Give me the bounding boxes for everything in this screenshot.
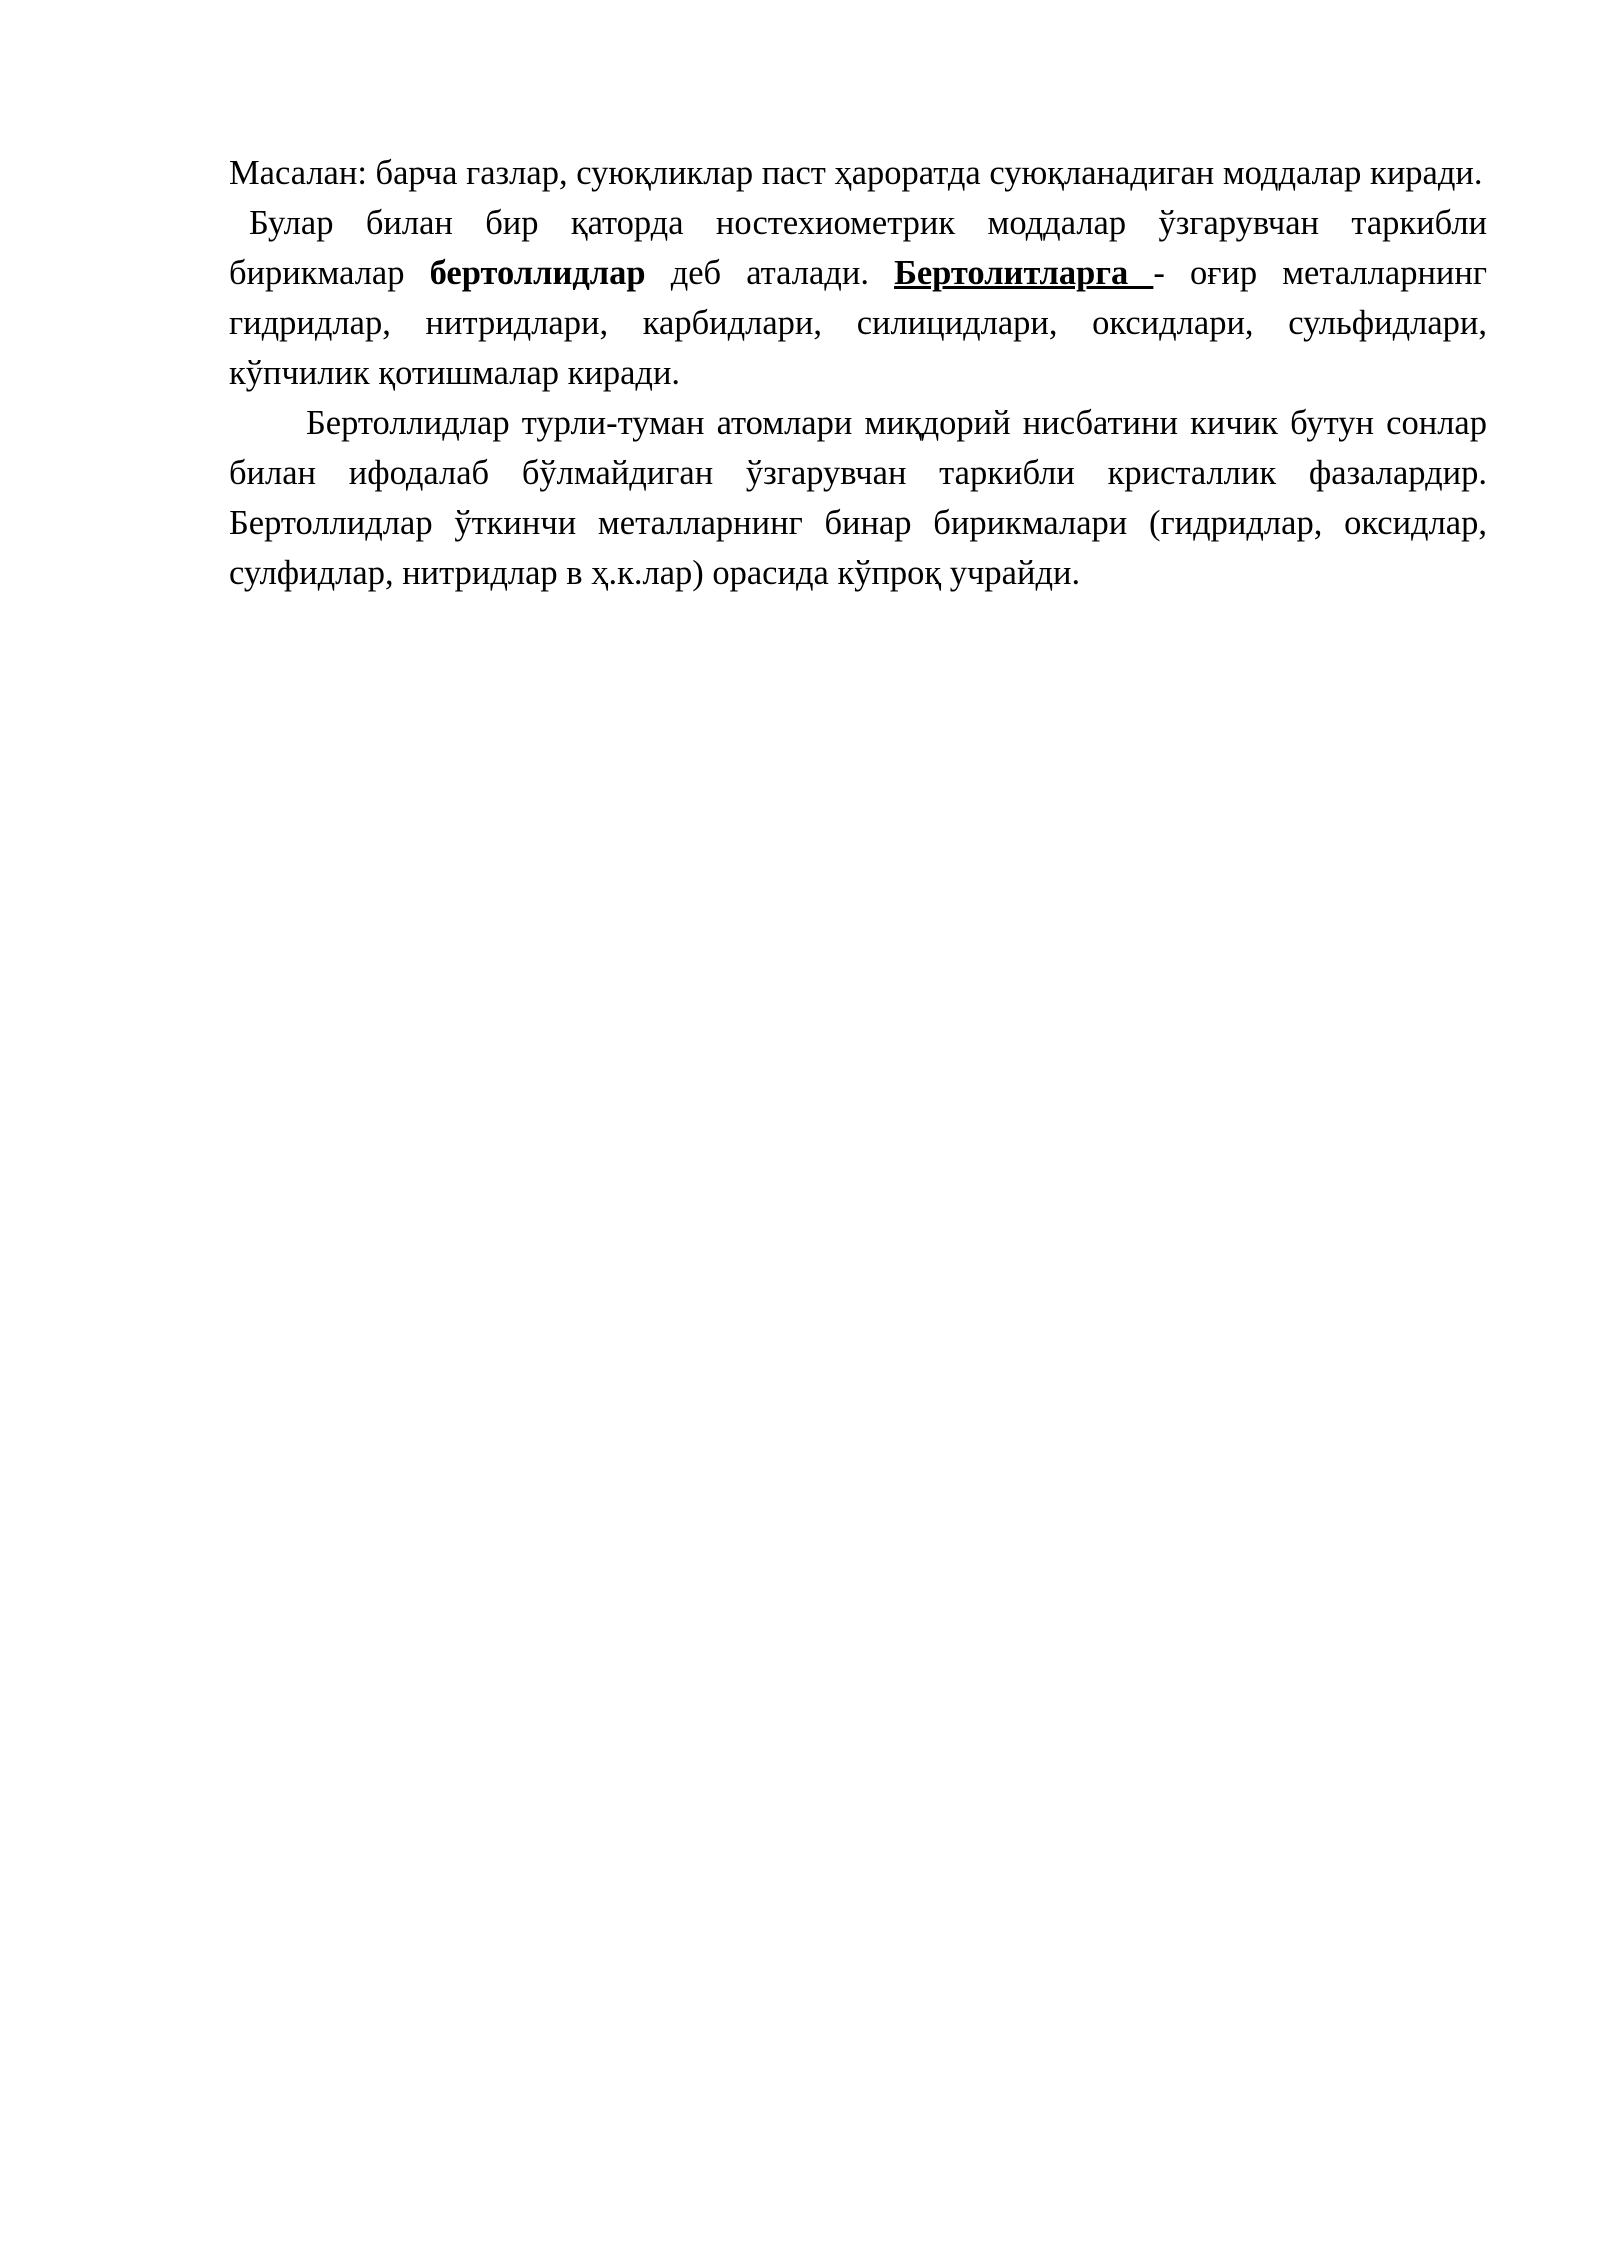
paragraph-1: Масалан: барча газлар, суюқликлар паст ҳароратда суюқланадиган моддалар киради. — [229, 154, 1483, 192]
paragraph-2-text-1: Булар билан бир қаторда ностехиометрик моддалар ўзгарувчан таркибли бирикмалар — [229, 204, 1487, 292]
paragraph-2 — [229, 198, 1487, 398]
term-bertolitlarga: Бертолитларга — [894, 254, 1154, 292]
term-bertollidlar: бертоллидлар — [429, 254, 646, 292]
paragraph-2-text-3: - оғир металларнинг гидридлар, нитридлари, карбидлари, силицидлари, оксидлари, сульфидлари, кўпчилик қотишмалар киради. — [229, 254, 1487, 392]
paragraph-2-text-2: деб аталади. — [645, 254, 895, 292]
document-body — [229, 148, 1487, 598]
paragraph-3: Бертоллидлар турли-туман атомлари миқдорий нисбатини кичик бутун сонлар билан ифодалаб бўлмайдиган ўзгарувчан таркибли кристаллик фазалардир. Бертоллидлар ўткинчи металларнинг бинар бирикмалари (гидридлар, оксидлар, сулфидлар, нитридлар в ҳ.к.лар) орасида кўпроқ учрайди. — [229, 404, 1487, 592]
